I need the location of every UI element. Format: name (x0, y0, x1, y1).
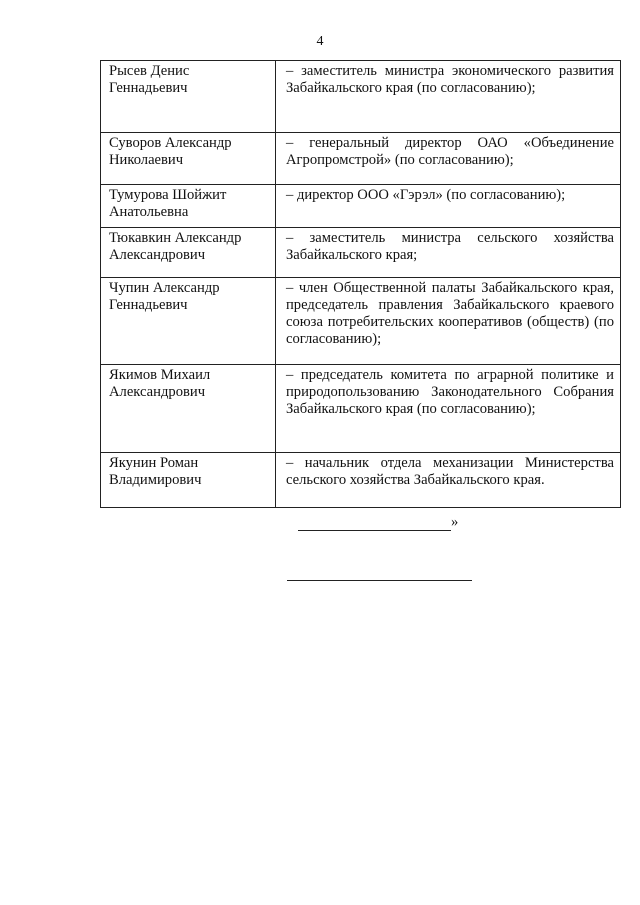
separator-line (287, 580, 472, 581)
table-row (101, 228, 621, 278)
member-role: – председатель комитета по аграрной политике и природопользованию Законодательного Собрания Забайкальского края (по согласованию); (276, 365, 621, 453)
table-row (101, 61, 621, 133)
page-number: 4 (316, 34, 324, 49)
member-name: Тюкавкин Александр Александрович (101, 228, 276, 278)
member-role: – заместитель министра сельского хозяйства Забайкальского края; (276, 228, 621, 278)
table-row (101, 185, 621, 228)
closing-quote: » (451, 514, 459, 530)
commission-members-table (100, 60, 621, 508)
member-name: Якунин Роман Владимирович (101, 453, 276, 508)
end-of-list-mark (298, 514, 458, 531)
member-name: Якимов Михаил Александрович (101, 365, 276, 453)
member-name: Суворов Александр Николаевич (101, 133, 276, 185)
member-name: Тумурова Шойжит Анатольевна (101, 185, 276, 228)
member-name: Рысев Денис Геннадьевич (101, 61, 276, 133)
member-name: Чупин Александр Геннадьевич (101, 278, 276, 365)
member-role: – член Общественной палаты Забайкальского края, председатель правления Забайкальского краевого союза потребительских кооперативов (обществ) (по согласованию); (276, 278, 621, 365)
member-role: – генеральный директор ОАО «Объединение Агропромстрой» (по согласованию); (276, 133, 621, 185)
member-role: – заместитель министра экономического развития Забайкальского края (по согласованию); (276, 61, 621, 133)
table-row (101, 133, 621, 185)
table-row (101, 365, 621, 453)
table-row (101, 278, 621, 365)
table-row (101, 453, 621, 508)
blank-line (298, 515, 451, 531)
member-role: – начальник отдела механизации Министерства сельского хозяйства Забайкальского края. (276, 453, 621, 508)
member-role: – директор ООО «Гэрэл» (по согласованию); (276, 185, 621, 228)
